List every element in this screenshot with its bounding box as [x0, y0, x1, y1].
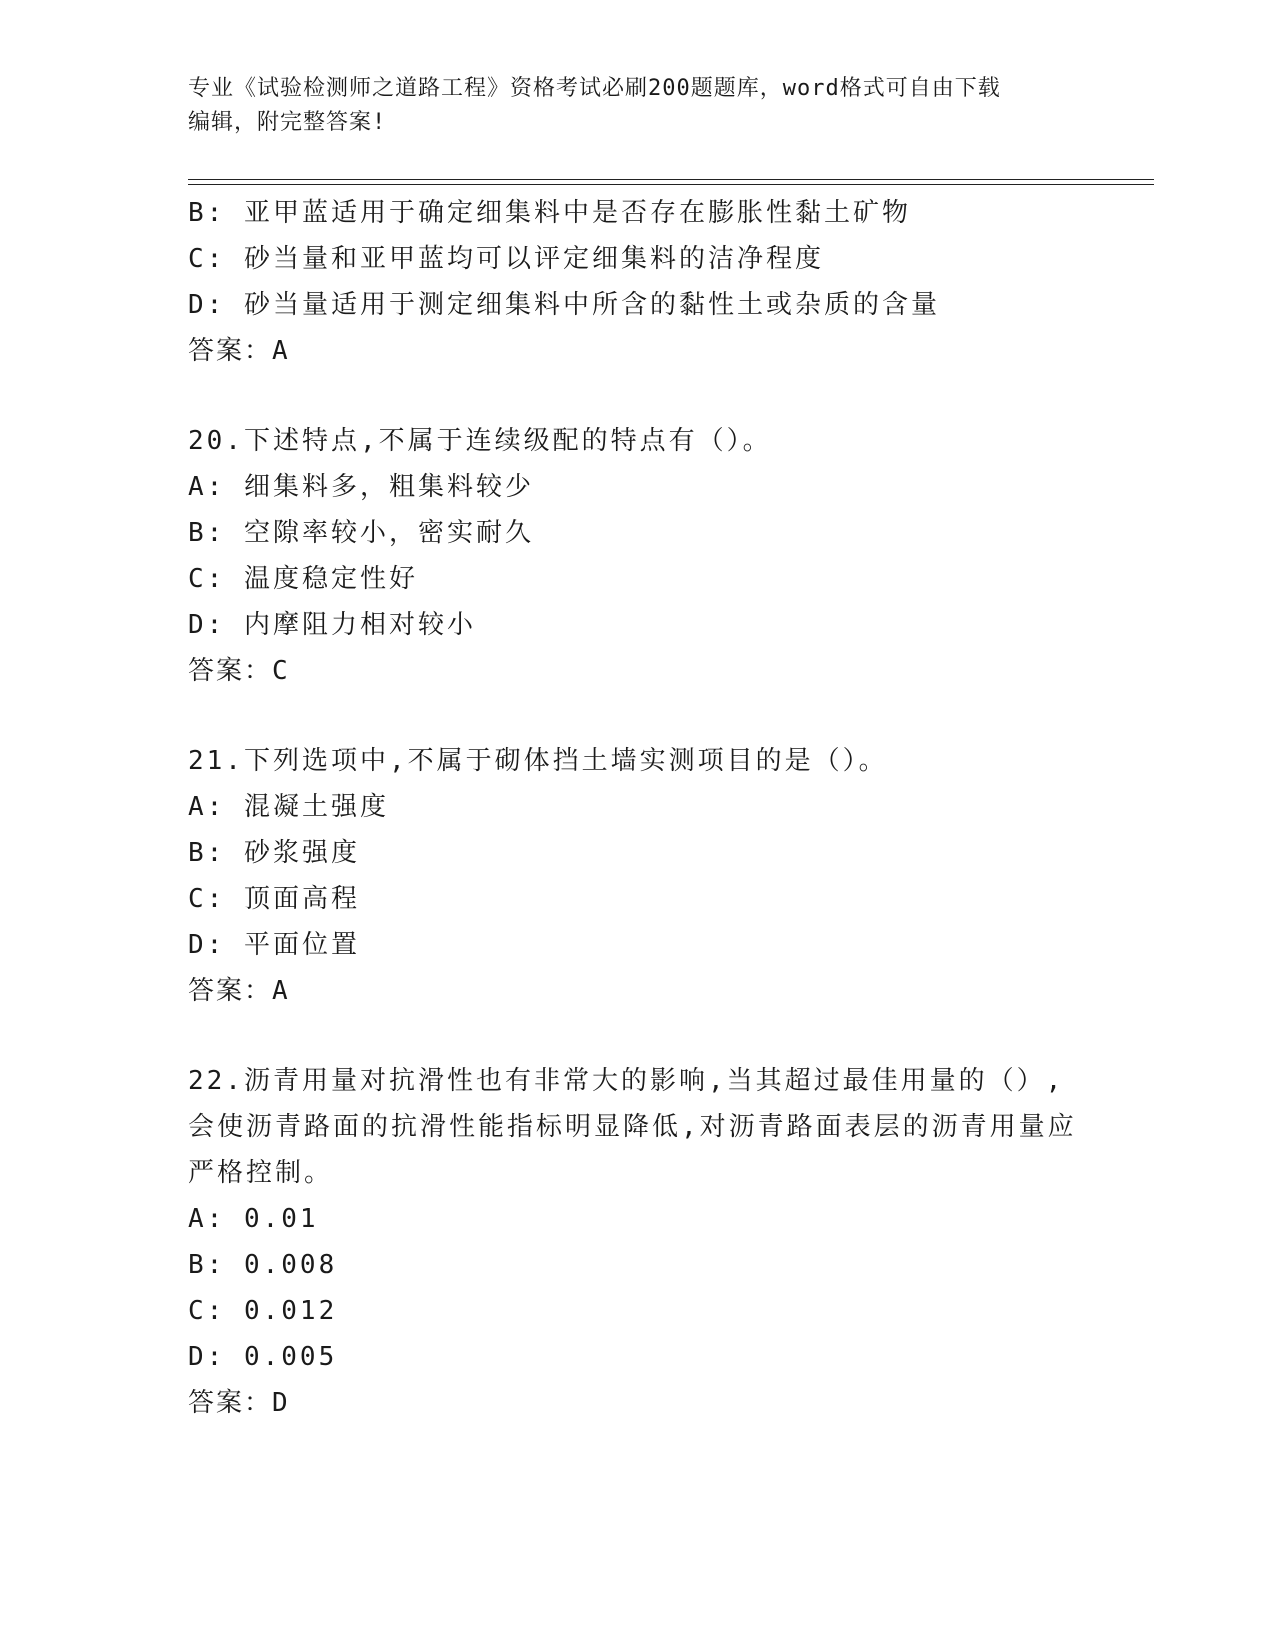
answer-value: C	[272, 656, 291, 686]
option-a: A: 0.01	[188, 1204, 319, 1234]
option-c: C: 0.012	[188, 1296, 338, 1326]
option-b: B: 亚甲蓝适用于确定细集料中是否存在膨胀性黏土矿物	[188, 198, 911, 228]
option-a: A: 细集料多，粗集料较少	[188, 472, 534, 502]
header-divider-bottom	[188, 184, 1154, 185]
answer-value: A	[272, 976, 291, 1006]
answer-label: 答案：	[188, 1388, 273, 1418]
document-header	[188, 72, 1088, 140]
question-block-22	[188, 1058, 1088, 1426]
question-block-21	[188, 738, 1088, 1014]
question-content	[188, 190, 1088, 1426]
spacer	[188, 1014, 1088, 1058]
question-block-20	[188, 418, 1088, 694]
answer-label: 答案：	[188, 976, 273, 1006]
answer-value: D	[272, 1388, 291, 1418]
header-line-1: 专业《试验检测师之道路工程》资格考试必刷200题题库，word格式可自由下载	[188, 76, 1001, 101]
answer-line	[188, 1380, 1088, 1426]
spacer	[188, 374, 1088, 418]
answer-label: 答案：	[188, 656, 273, 686]
option-d: D: 内摩阻力相对较小	[188, 610, 476, 640]
option-d: D: 砂当量适用于测定细集料中所含的黏性土或杂质的含量	[188, 290, 940, 320]
option-c: C: 砂当量和亚甲蓝均可以评定细集料的洁净程度	[188, 244, 824, 274]
spacer	[188, 694, 1088, 738]
option-c: C: 顶面高程	[188, 884, 360, 914]
option-b: B: 空隙率较小，密实耐久	[188, 518, 534, 548]
question-stem: 20.下述特点,不属于连续级配的特点有（）。	[188, 426, 772, 456]
question-stem: 21.下列选项中,不属于砌体挡土墙实测项目的是（）。	[188, 746, 888, 776]
option-b: B: 砂浆强度	[188, 838, 360, 868]
question-block-partial	[188, 190, 1088, 374]
answer-value: A	[272, 336, 291, 366]
question-stem: 22.沥青用量对抗滑性也有非常大的影响,当其超过最佳用量的（）,会使沥青路面的抗滑性能指标明显降低,对沥青路面表层的沥青用量应严格控制。	[188, 1066, 1077, 1188]
option-d: D: 0.005	[188, 1342, 338, 1372]
answer-label: 答案：	[188, 336, 273, 366]
option-c: C: 温度稳定性好	[188, 564, 418, 594]
answer-line	[188, 648, 1088, 694]
header-line-2: 编辑，附完整答案!	[188, 110, 387, 135]
option-a: A: 混凝土强度	[188, 792, 389, 822]
answer-line	[188, 968, 1088, 1014]
header-divider-top	[188, 179, 1154, 180]
answer-line	[188, 328, 1088, 374]
option-d: D: 平面位置	[188, 930, 360, 960]
option-b: B: 0.008	[188, 1250, 338, 1280]
